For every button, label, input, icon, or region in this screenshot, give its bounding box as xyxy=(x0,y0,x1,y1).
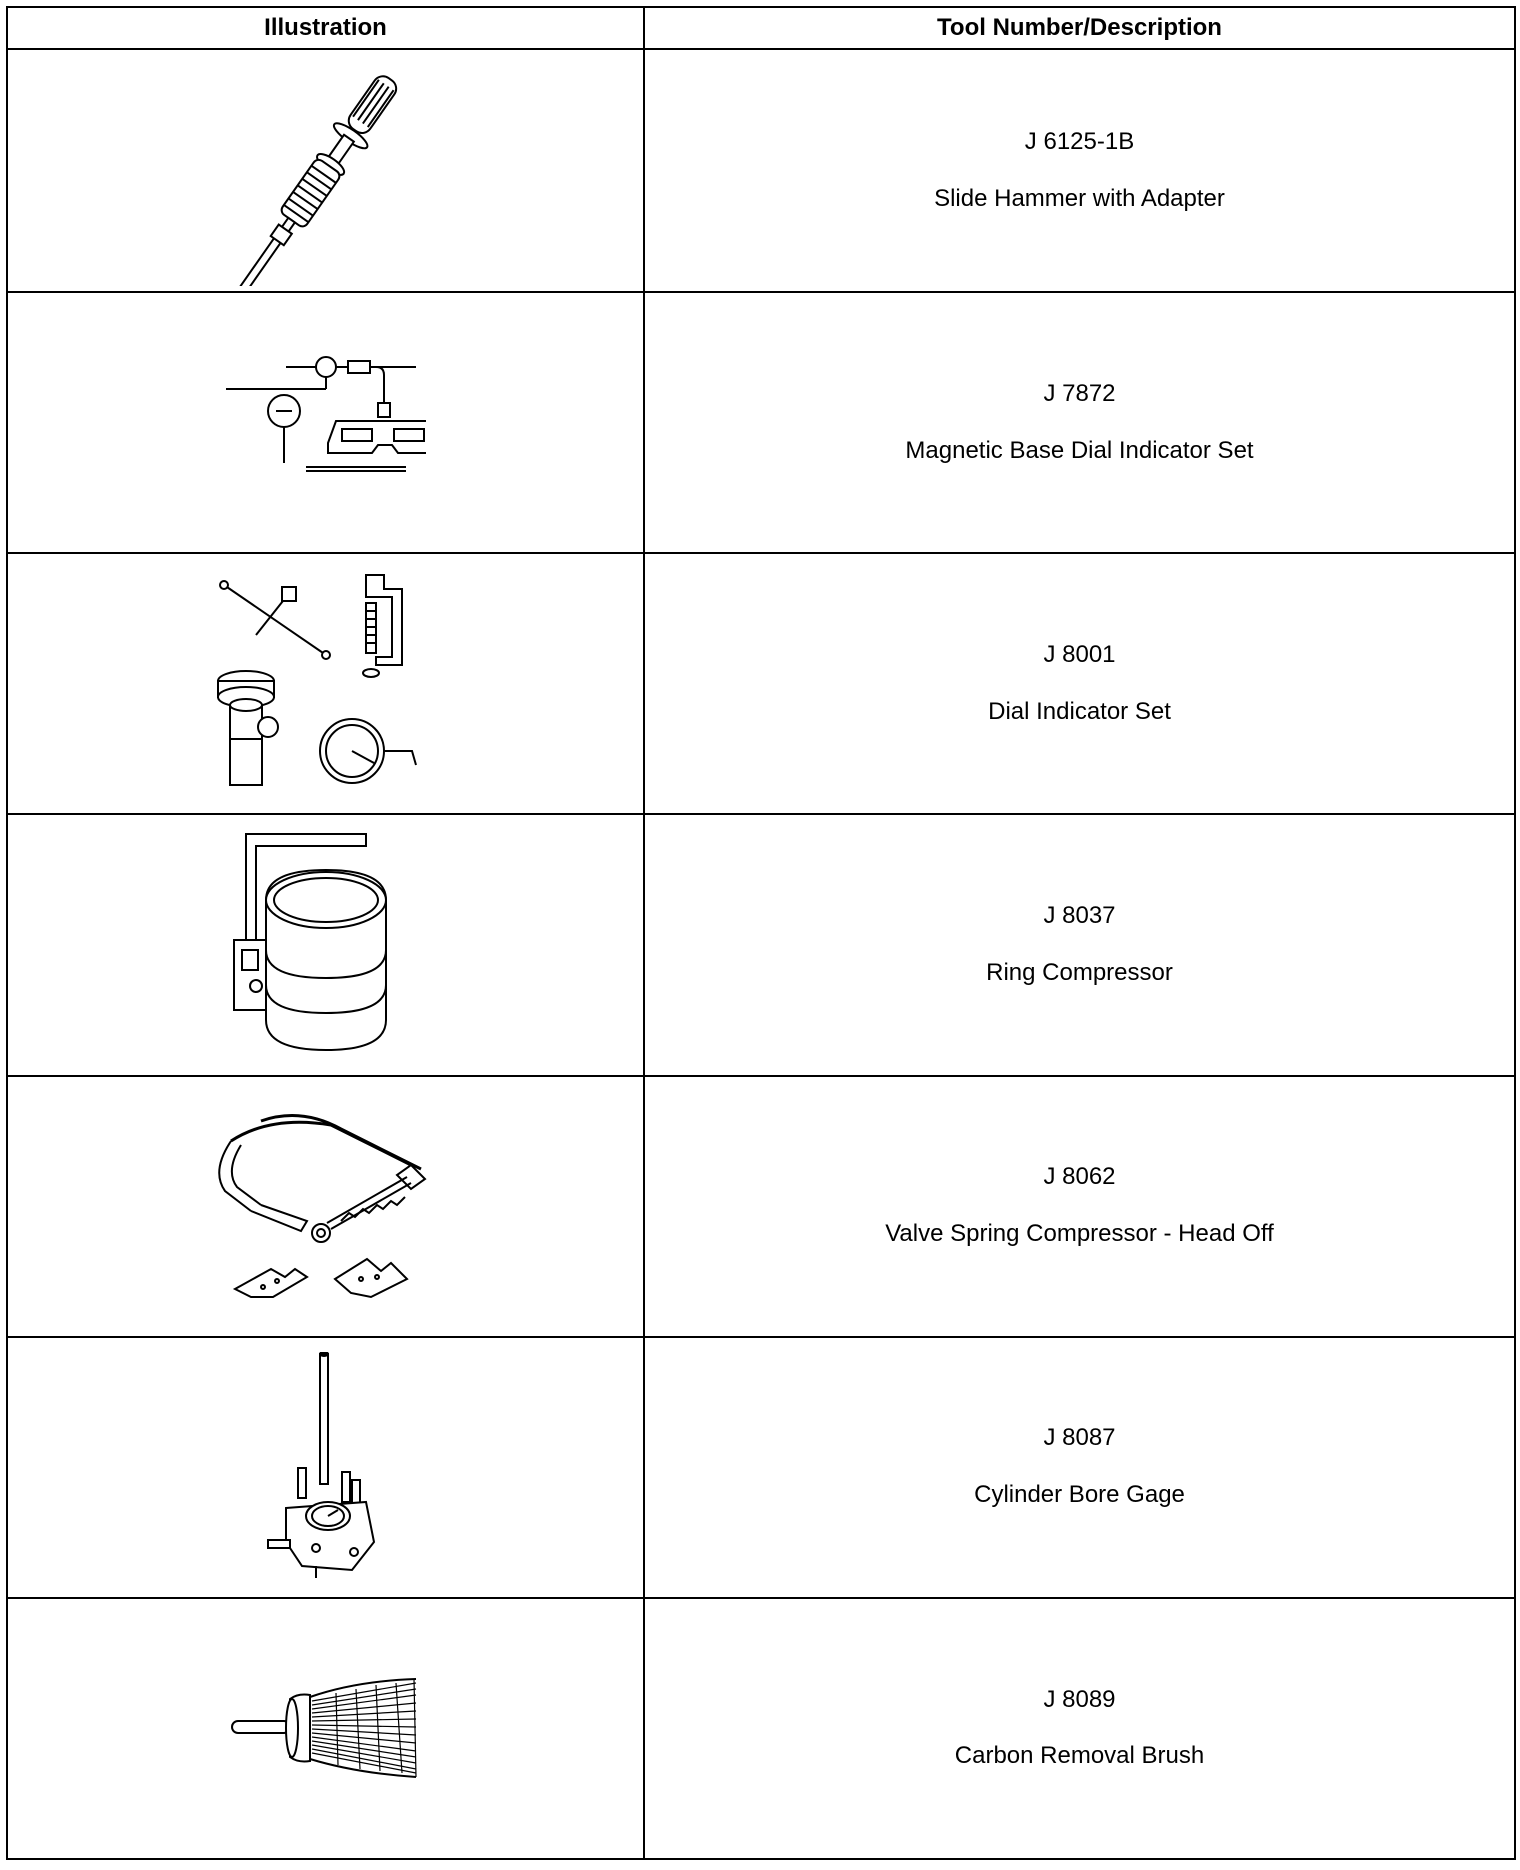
description-cell xyxy=(644,814,1515,1075)
table-row xyxy=(7,1076,1515,1337)
table-row xyxy=(7,49,1515,292)
header-illustration: Illustration xyxy=(7,7,644,49)
header-tool-number-description: Tool Number/Description xyxy=(644,7,1515,49)
illustration-cell xyxy=(7,814,644,1075)
description-cell xyxy=(644,1337,1515,1598)
description-cell xyxy=(644,49,1515,292)
table-row xyxy=(7,292,1515,553)
illustration-cell xyxy=(7,1598,644,1859)
slide-hammer-icon xyxy=(206,56,446,286)
illustration-cell xyxy=(7,553,644,814)
tool-number: J 7872 xyxy=(1043,379,1116,407)
description-cell xyxy=(644,292,1515,553)
special-tools-table xyxy=(6,6,1516,1860)
illustration-cell xyxy=(7,1076,644,1337)
illustration-cell xyxy=(7,292,644,553)
tool-number: J 8062 xyxy=(1043,1163,1116,1191)
table-row xyxy=(7,814,1515,1075)
tool-number: J 8001 xyxy=(1043,641,1116,669)
tool-description: Dial Indicator Set xyxy=(988,697,1171,725)
tool-description: Cylinder Bore Gage xyxy=(974,1481,1185,1509)
valve-spring-compressor-icon xyxy=(211,1101,441,1311)
tool-description: Carbon Removal Brush xyxy=(954,1742,1205,1770)
tool-number: J 8087 xyxy=(1043,1424,1116,1452)
tool-description: Ring Compressor xyxy=(986,958,1173,986)
illustration-cell xyxy=(7,49,644,292)
magnetic-base-dial-indicator-icon xyxy=(226,353,426,493)
cylinder-bore-gage-icon xyxy=(256,1352,396,1582)
tool-number: J 6125-1B xyxy=(1024,127,1135,155)
table-row xyxy=(7,553,1515,814)
table-row xyxy=(7,1337,1515,1598)
description-cell xyxy=(644,1076,1515,1337)
dial-indicator-set-icon xyxy=(216,569,436,799)
tool-number: J 8037 xyxy=(1043,902,1116,930)
description-cell xyxy=(644,1598,1515,1859)
table-header-row xyxy=(7,7,1515,49)
description-cell xyxy=(644,553,1515,814)
illustration-cell xyxy=(7,1337,644,1598)
ring-compressor-icon xyxy=(226,830,426,1060)
table-row xyxy=(7,1598,1515,1859)
tool-number: J 8089 xyxy=(1043,1685,1116,1713)
tool-description: Slide Hammer with Adapter xyxy=(934,184,1225,212)
tool-description: Valve Spring Compressor - Head Off xyxy=(885,1220,1274,1248)
tool-description: Magnetic Base Dial Indicator Set xyxy=(905,436,1254,464)
carbon-removal-brush-icon xyxy=(226,1673,426,1783)
